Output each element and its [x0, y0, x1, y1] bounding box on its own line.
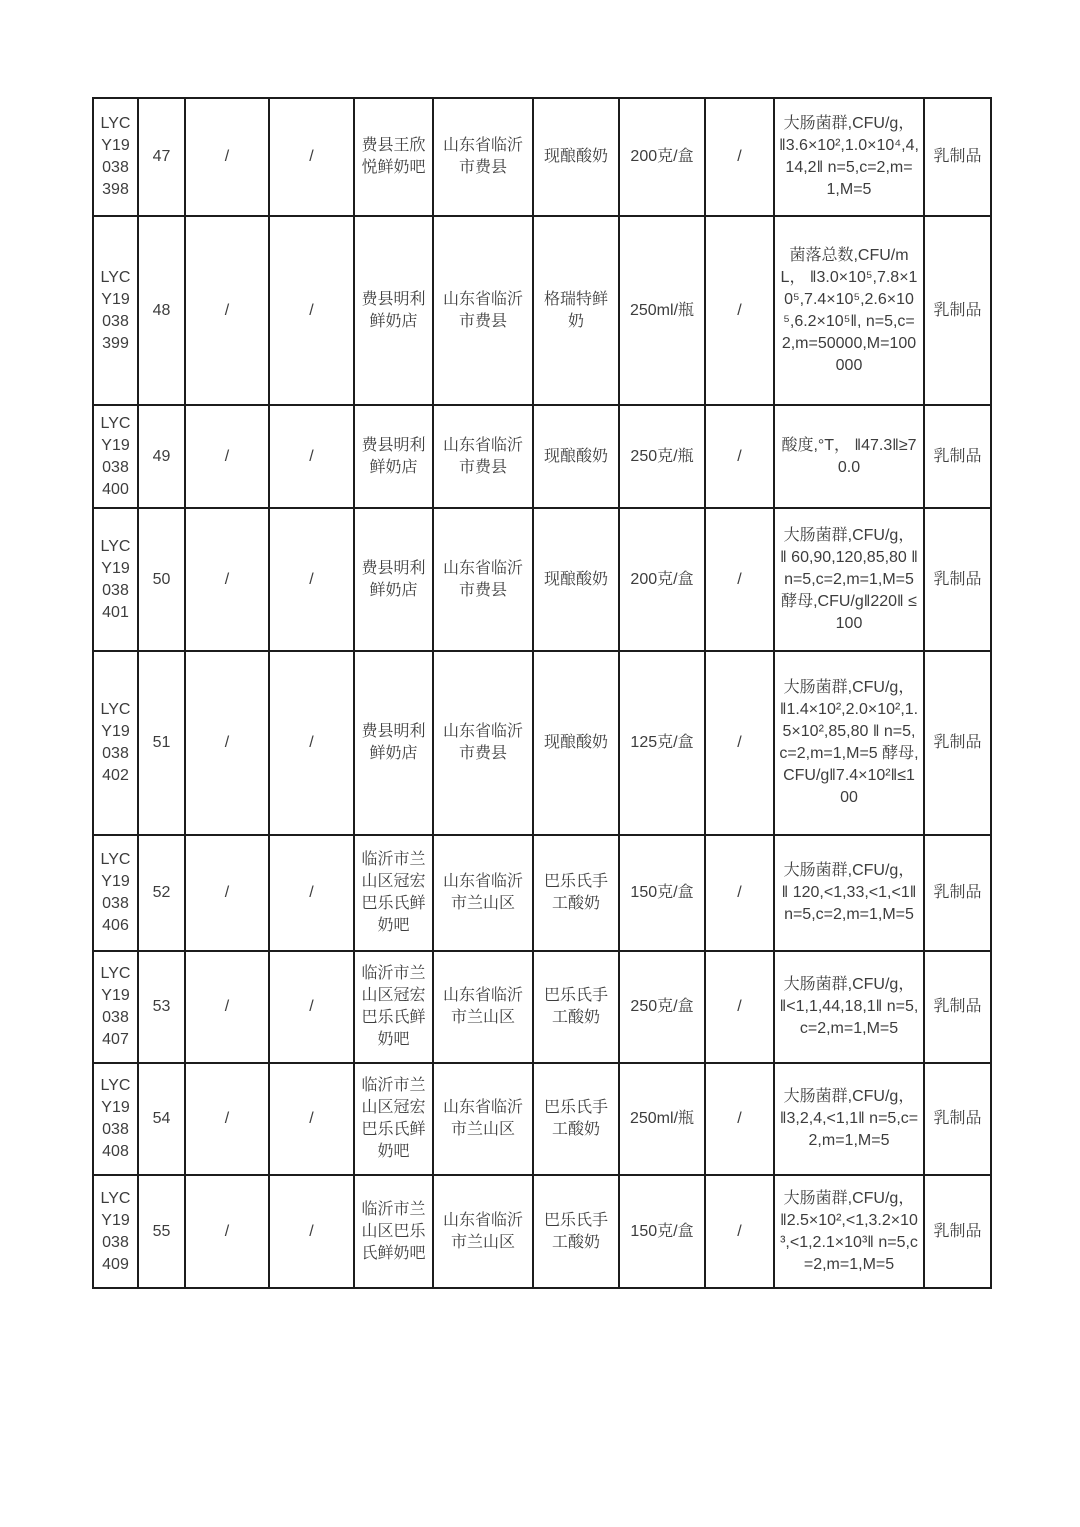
cell-test-result: 大肠菌群,CFU/g， ‖<1,1,44,18,1‖ n=5,c=2,m=1,M=5	[774, 951, 924, 1063]
cell-producer: 临沂市兰山区冠宏巴乐氏鲜奶吧	[354, 951, 433, 1063]
cell-product: 现酿酸奶	[533, 405, 619, 508]
cell-producer: 费县明利鲜奶店	[354, 216, 433, 405]
cell-test-result: 菌落总数,CFU/mL， ‖3.0×10⁵,7.8×10⁵,7.4×10⁵,2.6×10⁵,6.2×10⁵‖, n=5,c=2,m=50000,M=100000	[774, 216, 924, 405]
cell-slash-a: /	[185, 508, 269, 651]
cell-category: 乳制品	[924, 951, 991, 1063]
cell-product: 格瑞特鲜奶	[533, 216, 619, 405]
cell-slash-b: /	[269, 405, 354, 508]
table-row	[93, 405, 991, 508]
cell-test-result: 大肠菌群,CFU/g， ‖ 120,<1,33,<1,<1‖ n=5,c=2,m=1,M=5	[774, 835, 924, 951]
cell-producer: 临沂市兰山区巴乐氏鲜奶吧	[354, 1175, 433, 1288]
cell-address: 山东省临沂市兰山区	[433, 951, 533, 1063]
cell-slash-c: /	[705, 508, 774, 651]
cell-seq-no: 55	[138, 1175, 185, 1288]
cell-sample-id: LYCY19038400	[93, 405, 138, 508]
table-row	[93, 835, 991, 951]
table-row	[93, 216, 991, 405]
cell-producer: 费县王欣悦鲜奶吧	[354, 98, 433, 216]
cell-test-result: 大肠菌群,CFU/g， ‖ 60,90,120,85,80 ‖ n=5,c=2,m=1,M=5酵母,CFU/g‖220‖ ≤100	[774, 508, 924, 651]
cell-slash-a: /	[185, 651, 269, 835]
cell-product: 巴乐氏手工酸奶	[533, 1175, 619, 1288]
cell-slash-a: /	[185, 216, 269, 405]
cell-product: 现酿酸奶	[533, 508, 619, 651]
cell-spec: 150克/盒	[619, 1175, 705, 1288]
cell-category: 乳制品	[924, 508, 991, 651]
cell-slash-b: /	[269, 951, 354, 1063]
table-row	[93, 951, 991, 1063]
cell-slash-c: /	[705, 405, 774, 508]
cell-address: 山东省临沂市兰山区	[433, 1175, 533, 1288]
cell-category: 乳制品	[924, 216, 991, 405]
cell-sample-id: LYCY19038406	[93, 835, 138, 951]
cell-slash-a: /	[185, 405, 269, 508]
cell-sample-id: LYCY19038401	[93, 508, 138, 651]
cell-slash-a: /	[185, 951, 269, 1063]
cell-slash-c: /	[705, 951, 774, 1063]
cell-spec: 250ml/瓶	[619, 1063, 705, 1175]
cell-address: 山东省临沂市费县	[433, 651, 533, 835]
cell-slash-a: /	[185, 1175, 269, 1288]
cell-slash-a: /	[185, 98, 269, 216]
cell-producer: 临沂市兰山区冠宏巴乐氏鲜奶吧	[354, 1063, 433, 1175]
cell-slash-c: /	[705, 1175, 774, 1288]
cell-test-result: 酸度,°T， ‖47.3‖≥70.0	[774, 405, 924, 508]
cell-address: 山东省临沂市费县	[433, 508, 533, 651]
cell-product: 巴乐氏手工酸奶	[533, 951, 619, 1063]
table-row	[93, 1063, 991, 1175]
cell-slash-b: /	[269, 1175, 354, 1288]
cell-slash-b: /	[269, 216, 354, 405]
cell-test-result: 大肠菌群,CFU/g， ‖1.4×10²,2.0×10²,1.5×10²,85,80 ‖ n=5,c=2,m=1,M=5 酵母,CFU/g‖7.4×10²‖≤100	[774, 651, 924, 835]
table-row	[93, 651, 991, 835]
cell-slash-b: /	[269, 508, 354, 651]
inspection-results-table	[92, 97, 992, 1289]
cell-test-result: 大肠菌群,CFU/g， ‖3,2,4,<1,1‖ n=5,c=2,m=1,M=5	[774, 1063, 924, 1175]
table-row	[93, 1175, 991, 1288]
cell-slash-c: /	[705, 216, 774, 405]
cell-seq-no: 47	[138, 98, 185, 216]
cell-spec: 200克/盒	[619, 98, 705, 216]
cell-category: 乳制品	[924, 1063, 991, 1175]
cell-producer: 费县明利鲜奶店	[354, 405, 433, 508]
cell-address: 山东省临沂市兰山区	[433, 835, 533, 951]
cell-producer: 费县明利鲜奶店	[354, 508, 433, 651]
cell-slash-c: /	[705, 1063, 774, 1175]
cell-seq-no: 52	[138, 835, 185, 951]
cell-seq-no: 54	[138, 1063, 185, 1175]
cell-slash-b: /	[269, 98, 354, 216]
table-row	[93, 98, 991, 216]
cell-slash-b: /	[269, 835, 354, 951]
cell-seq-no: 53	[138, 951, 185, 1063]
cell-category: 乳制品	[924, 405, 991, 508]
cell-address: 山东省临沂市费县	[433, 216, 533, 405]
cell-address: 山东省临沂市费县	[433, 98, 533, 216]
cell-product: 巴乐氏手工酸奶	[533, 1063, 619, 1175]
cell-sample-id: LYCY19038408	[93, 1063, 138, 1175]
cell-seq-no: 48	[138, 216, 185, 405]
cell-category: 乳制品	[924, 835, 991, 951]
cell-product: 巴乐氏手工酸奶	[533, 835, 619, 951]
cell-seq-no: 49	[138, 405, 185, 508]
cell-slash-a: /	[185, 1063, 269, 1175]
cell-test-result: 大肠菌群,CFU/g， ‖3.6×10²,1.0×10⁴,4,14,2‖ n=5,c=2,m=1,M=5	[774, 98, 924, 216]
cell-producer: 费县明利鲜奶店	[354, 651, 433, 835]
cell-spec: 200克/盒	[619, 508, 705, 651]
cell-seq-no: 51	[138, 651, 185, 835]
cell-slash-c: /	[705, 651, 774, 835]
cell-category: 乳制品	[924, 98, 991, 216]
cell-spec: 250ml/瓶	[619, 216, 705, 405]
cell-spec: 125克/盒	[619, 651, 705, 835]
cell-slash-b: /	[269, 1063, 354, 1175]
cell-slash-a: /	[185, 835, 269, 951]
cell-address: 山东省临沂市兰山区	[433, 1063, 533, 1175]
cell-category: 乳制品	[924, 651, 991, 835]
cell-sample-id: LYCY19038402	[93, 651, 138, 835]
cell-sample-id: LYCY19038409	[93, 1175, 138, 1288]
cell-producer: 临沂市兰山区冠宏巴乐氏鲜奶吧	[354, 835, 433, 951]
cell-spec: 150克/盒	[619, 835, 705, 951]
table-row	[93, 508, 991, 651]
cell-spec: 250克/盒	[619, 951, 705, 1063]
cell-product: 现酿酸奶	[533, 98, 619, 216]
cell-category: 乳制品	[924, 1175, 991, 1288]
cell-product: 现酿酸奶	[533, 651, 619, 835]
cell-spec: 250克/瓶	[619, 405, 705, 508]
cell-sample-id: LYCY19038407	[93, 951, 138, 1063]
cell-slash-b: /	[269, 651, 354, 835]
cell-address: 山东省临沂市费县	[433, 405, 533, 508]
cell-seq-no: 50	[138, 508, 185, 651]
cell-slash-c: /	[705, 98, 774, 216]
cell-slash-c: /	[705, 835, 774, 951]
cell-sample-id: LYCY19038398	[93, 98, 138, 216]
cell-test-result: 大肠菌群,CFU/g， ‖2.5×10²,<1,3.2×10³,<1,2.1×10³‖ n=5,c=2,m=1,M=5	[774, 1175, 924, 1288]
cell-sample-id: LYCY19038399	[93, 216, 138, 405]
